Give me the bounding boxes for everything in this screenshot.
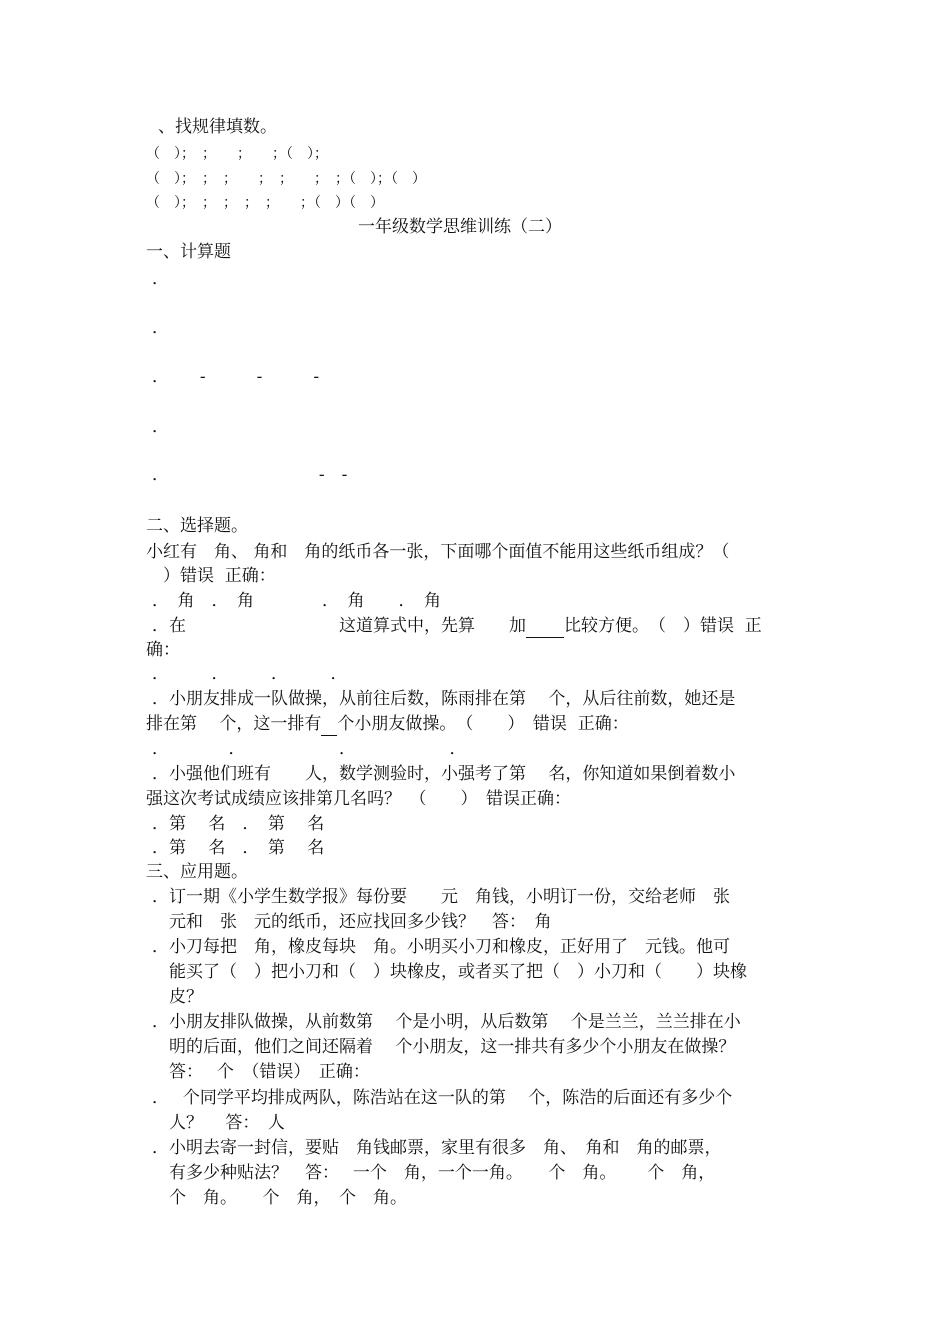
- calc-item-2: ．: [152, 318, 169, 338]
- word-q3-line3: 答： 个 （错误） 正确：: [152, 1062, 370, 1082]
- choice-q3-line1: ．小朋友排成一队做操，从前往后数，陈雨排在第 个，从后往前数，她还是: [152, 689, 736, 709]
- choice-q3-line2: 排在第 个，这一排有 个小朋友做操。 （ ） 错误 正确：: [146, 714, 629, 734]
- choice-q2-line1: ．在 这道算式中，先算 加 比较方便。 （ ）错误 正: [152, 616, 762, 636]
- word-q2-line1: ．小刀每把 角，橡皮每块 角。小明买小刀和橡皮，正好用了 元钱。他可: [152, 937, 730, 957]
- choice-q2-line2: 确：: [146, 640, 180, 660]
- word-q3-line2: 明的后面，他们之间还隔着 个小朋友，这一排共有多少个小朋友在做操？: [152, 1037, 736, 1057]
- choice-q3-options: ． ． ． ．: [152, 739, 467, 759]
- choice-q1-line2: ）错误 正确：: [146, 566, 276, 586]
- word-q4-line2: 人？ 答： 人: [152, 1113, 285, 1133]
- choice-q2-options: ． ． ． ．: [152, 664, 348, 684]
- part3-heading: 三、应用题。: [146, 862, 248, 882]
- calc-item-3: ． - - -: [152, 367, 320, 387]
- choice-q4-options-2: ．第 名 ． 第 名: [152, 838, 325, 858]
- word-q5-line1: ．小明去寄一封信，要贴 角钱邮票，家里有很多 角、 角和 角的邮票，: [152, 1138, 722, 1158]
- choice-q4-line1: ．小强他们班有 人，数学测验时，小强考了第 名，你知道如果倒着数小: [152, 764, 736, 784]
- word-q5-line2: 有多少种贴法？ 答： 一个 角，一个一角。 个 角。 个 角，: [152, 1163, 716, 1183]
- section-heading-pattern: 、找规律填数。: [158, 117, 277, 137]
- word-q4-line1: ． 个同学平均排成两队，陈浩站在这一队的第 个，陈浩的后面还有多少个: [152, 1088, 733, 1108]
- word-q5-line3: 个 角。 个 角， 个 角。: [152, 1188, 407, 1208]
- pattern-row-3: （ ）； ； ； ； ； ；（ ）（ ）: [146, 195, 384, 211]
- choice-q4-line2: 强这次考试成绩应该排第几名吗？ （ ） 错误正确：: [146, 789, 571, 809]
- word-q2-line2: 能买了（ ）把小刀和（ ）块橡皮，或者买了把（ ）小刀和（ ）块橡: [152, 962, 747, 982]
- choice-q1-options: ． 角 ． 角 ． 角 ． 角: [152, 591, 441, 611]
- choice-q4-options-1: ．第 名 ． 第 名: [152, 814, 325, 834]
- part2-heading: 二、选择题。: [146, 516, 248, 536]
- word-q1-line1: ．订一期《小学生数学报》每份要 元 角钱，小明订一份，交给老师 张: [152, 887, 730, 907]
- calc-item-4: ．: [152, 417, 169, 437]
- word-q1-line2: 元和 张 元的纸币，还应找回多少钱？ 答： 角: [152, 912, 552, 932]
- choice-q1-line1: 小红有 角、 角和 角的纸币各一张，下面哪个面值不能用这些纸币组成？（: [146, 542, 730, 562]
- pattern-row-1: （ ）； ； ； ；（ ）；: [146, 146, 328, 162]
- word-q2-line3: 皮？: [152, 987, 203, 1007]
- calc-item-1: ．: [152, 269, 169, 289]
- calc-item-5: ． - -: [152, 465, 348, 485]
- word-q3-line1: ．小朋友排队做操，从前数第 个是小明，从后数第 个是兰兰，兰兰排在小: [152, 1012, 741, 1032]
- part1-heading: 一、计算题: [146, 242, 231, 262]
- document-title: 一年级数学思维训练（二）: [358, 217, 562, 237]
- pattern-row-2: （ ）； ； ； ； ； ； ；（ ）；（ ）: [146, 171, 426, 187]
